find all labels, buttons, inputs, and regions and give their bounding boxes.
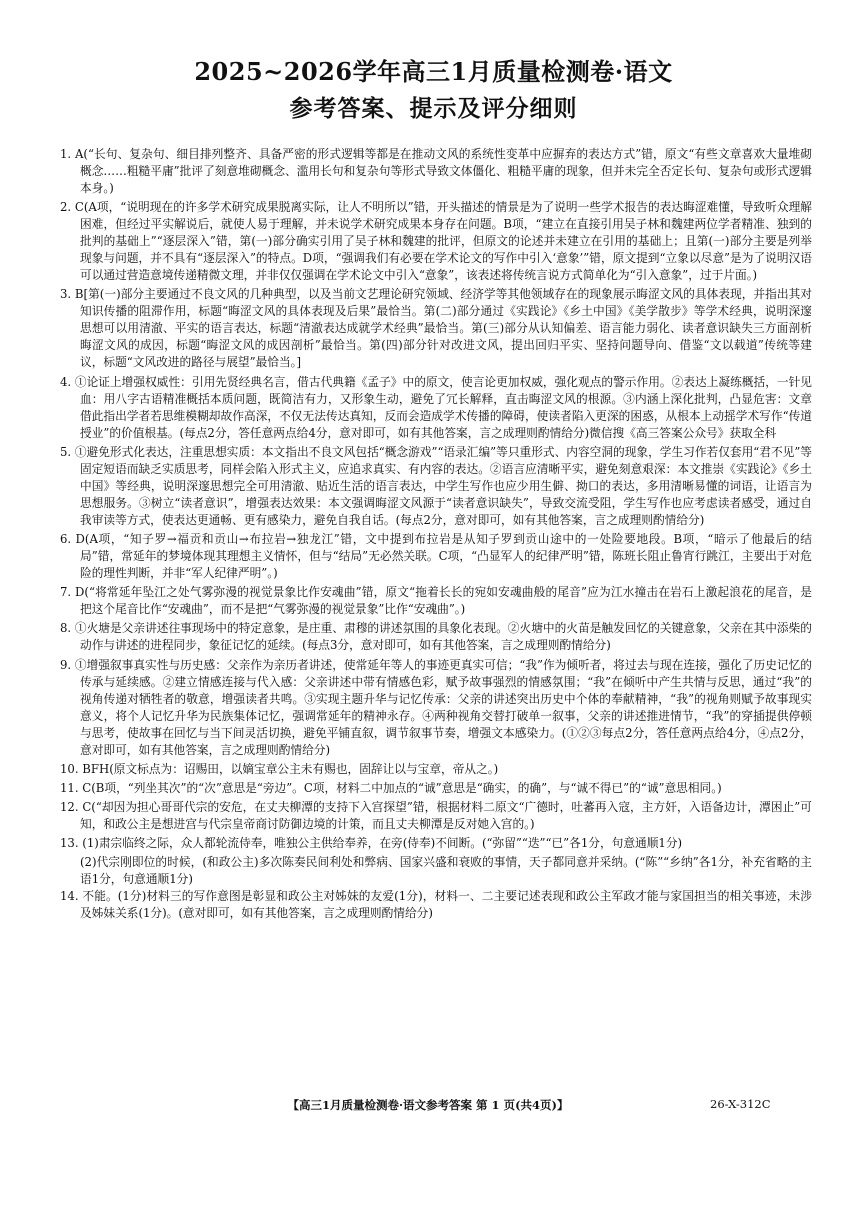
document-subtitle: 参考答案、提示及评分细则 — [289, 95, 578, 122]
answer-item-2: 2. C(A项，“说明现在的许多学术研究成果脱离实际，让人不明所以”错，开头描述的情景是为了说明一些学术报告的表达晦涩难懂，导致听众理解困难，但经过平实解说后，就使人易于理解，并未说学术研究成果本身存在问题。B项，“建立在直接引用吴子林和魏建两位学者精准、独到的批判的基础上”“逐层深入”错，第(一)部分确实引用了吴子林和魏建的批评，但原文的论述并未建立在引用的基础上；且第(一)部分主要是列举现象与问题，并不具有“逐层深入”的特点。D项，“强调我们有必要在学术论文的写作中引入‘意象’”错，原文提到“立象以尽意”是为了说明汉语可以通过营造意境传递精微文理，并非仅仅强调在学术论文中引入“意象”，该表述将传统言说方式简单化为“引入意象”，过于片面。) — [60, 200, 812, 283]
answer-item-7: 7. D(“将常延年坠江之处气雾弥漫的视觉景象比作安魂曲”错，原文“拖着长长的宛如安魂曲般的尾音”应为江水撞击在岩石上激起浪花的尾音，是把这个尾音比作“安魂曲”，而不是把“气雾弥漫的视觉景象”比作“安魂曲”。) — [60, 585, 812, 617]
footer-doc-code: 26-X-312C — [710, 1097, 771, 1111]
answer-item-11: 11. C(B项，“列坐其次”的“次”意思是“旁边”。C项，材料二中加点的“诚”意思是“确实，的确”，与“诚不得已”的“诚”意思相同。) — [60, 780, 722, 795]
footer-page-label: 【高三1月质量检测卷·语文参考答案 第 1 页(共4页)】 — [287, 1098, 569, 1112]
document-title: 2025~2026学年高三1月质量检测卷·语文 — [194, 57, 673, 86]
answer-item-1: 1. A(“长句、复杂句、细目排列整齐、具备严密的形式逻辑等都是在推动文风的系统性变革中应摒弃的表达方式”错，原文“有些文章喜欢大量堆砌概念……粗糙平庸”批评了刻意堆砌概念、滥用长句和复杂句等形式导致文体僵化、粗糙平庸的现象，但并未完全否定长句、复杂句或形式逻辑本身。) — [60, 147, 812, 195]
answer-item-9: 9. ①增强叙事真实性与历史感：父亲作为亲历者讲述，使常延年等人的事迹更真实可信；“我”作为倾听者，将过去与现在连接，强化了历史记忆的传承与延续感。②建立情感连接与代入感：父亲讲述中带有情感色彩，赋予故事强烈的情感氛围；“我”在倾听中产生共情与反思，通过“我”的视角传递对牺牲者的敬意，增强读者共鸣。③实现主题升华与记忆传承：父亲的讲述突出历史中个体的奉献精神，“我”的视角则赋予故事现实意义，将个人记忆升华为民族集体记忆，强调常延年的精神永存。④两种视角交替打破单一叙事，父亲的讲述推进情节，“我”的穿插提供停顿与思考，使故事在回忆与当下间灵活切换，避免平铺直叙，调节叙事节奏，增强文本感染力。(①②③每点2分，答任意两点给4分，④点2分，意对即可，如有其他答案，言之成理则酌情给分) — [60, 657, 812, 757]
answer-list — [60, 146, 812, 925]
answer-item-8: 8. ①火塘是父亲讲述往事现场中的特定意象，是庄重、肃穆的讲述氛围的具象化表现。②火塘中的火苗是触发回忆的关键意象，父亲在其中添柴的动作与讲述的进程同步，象征记忆的延续。(每点3分，意对即可，如有其他答案，言之成理则酌情给分) — [60, 621, 812, 653]
answer-item-4: 4. ①论证上增强权威性：引用先贤经典名言，借古代典籍《孟子》中的原文，使言论更加权威，强化观点的警示作用。②表达上凝练概括，一针见血：用八字古语精准概括本质问题，既简洁有力，又形象生动，避免了冗长解释，直击晦涩文风的根源。③内涵上深化批判，凸显危害：文章借此指出学者若思维模糊却故作高深，不仅无法传达真知，反而会造成学术传播的障碍，使读者陷入更深的困惑，从根本上动摇学术写作“传道授业”的价值根基。(每点2分，答任意两点给4分，意对即可，如有其他答案，言之成理则酌情给分)微信搜《高三答案公众号》获取全科 — [60, 374, 812, 440]
answer-item-13-part-1: 13. (1)肃宗临终之际，众人都轮流侍奉，唯独公主供给奉养，在旁(侍奉)不间断。(“弥留”“迭”“已”各1分，句意通顺1分) — [60, 836, 683, 851]
answer-item-13-part-2: (2)代宗刚即位的时候，(和政公主)多次陈奏民间利处和弊病、国家兴盛和衰败的事情，天子都同意并采纳。(“陈”“乡纳”各1分，补充省略的主语1分，句意通顺1分) — [80, 855, 812, 887]
answer-item-10: 10. BFH(原文标点为：诏赐田，以嫡宝章公主未有赐也，固辞让以与宝章，帝从之。) — [60, 761, 499, 776]
answer-item-12: 12. C(“却因为担心哥哥代宗的安危，在丈夫柳潭的支持下入宫探望”错，根据材料二原文“广德时，吐蕃再入寇，主方奸，入语备边计，潭困止”可知，和政公主是想进宫与代宗皇帝商讨防御边境的计策，而且丈夫柳潭是反对她入宫的。) — [60, 800, 812, 832]
answer-item-14: 14. 不能。(1分)材料三的写作意图是彰显和政公主对姊妹的友爱(1分)，材料一、二主要记述表现和政公主军政才能与家国担当的相关事迹，未涉及姊妹关系(1分)。(意对即可，如有其他答案，言之成理则酌情给分) — [60, 889, 812, 921]
answer-item-3: 3. B[第(一)部分主要通过不良文风的几种典型，以及当前文艺理论研究领域、经济学等其他领域存在的现象展示晦涩文风的具体表现，并指出其对知识传播的阻滞作用，标题“晦涩文风的具体表现及后果”最恰当。第(二)部分通过《实践论》《乡土中国》《美学散步》等学术经典，说明深邃思想可以用清澈、平实的语言表达，标题“清澈表达成就学术经典”最恰当。第(三)部分从认知偏差、语言能力弱化、读者意识缺失三方面剖析晦涩文风的成因，标题“晦涩文风的成因剖析”最恰当。第(四)部分针对改进文风，提出回归平实、坚持问题导向、借鉴“文以载道”传统等建议，标题“文风改进的路径与展望”最恰当。] — [60, 287, 812, 370]
answer-item-6: 6. D(A项，“知子罗→福贡和贡山→布拉岩→独龙江”错，文中提到布拉岩是从知子罗到贡山途中的一处险要地段。B项，“暗示了他最后的结局”错，常延年的梦境体现其理想主义情怀，但与“结局”无必然关联。C项，“凸显军人的纪律严明”错，陈班长阻止鲁宵行跳江，主要出于对危险的理性判断，并非“军人纪律严明”。) — [60, 531, 812, 580]
answer-item-5: 5. ①避免形式化表达，注重思想实质：本文指出不良文风包括“概念游戏”“语录汇编”等只重形式、内容空洞的现象，学生习作若仅套用“君不见”等固定短语而缺乏实质思考，同样会陷入形式主义，应追求真实、有内容的表达。②语言应清晰平实，避免刻意艰深：本文推崇《实践论》《乡土中国》等经典，说明深邃思想完全可用清澈、贴近生活的语言表达，中学生写作也应少用生僻、拗口的表达，多用清晰易懂的词语，让语言为思想服务。③树立“读者意识”，增强表达效果：本文强调晦涩文风源于“读者意识缺失”，导致交流受阻，学生写作也应考虑读者感受，通过自我审读等方式，使表达更通畅、更有感染力，避免自我自话。(每点2分，意对即可，如有其他答案，言之成理则酌情给分) — [60, 444, 812, 527]
